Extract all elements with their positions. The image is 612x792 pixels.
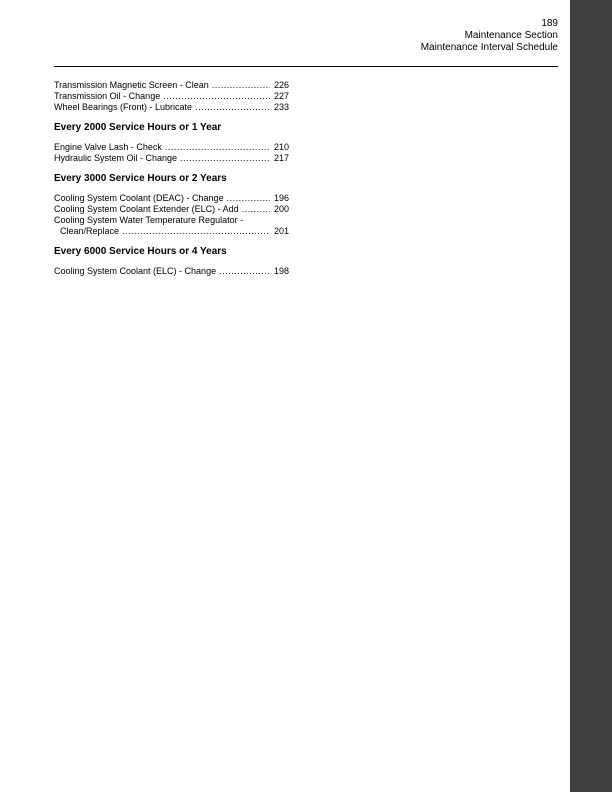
entry-page: 196 bbox=[273, 193, 289, 203]
schedule-group bbox=[54, 173, 289, 237]
entry-page: 200 bbox=[273, 204, 289, 214]
interval-heading: Every 2000 Service Hours or 1 Year bbox=[54, 122, 222, 133]
entry-label: Wheel Bearings (Front) - Lubricate bbox=[54, 102, 193, 112]
interval-heading: Every 6000 Service Hours or 4 Years bbox=[54, 246, 227, 257]
entry-page: 217 bbox=[273, 153, 289, 163]
schedule-entry-continuation bbox=[54, 226, 289, 237]
entry-label: Cooling System Coolant Extender (ELC) - Add bbox=[54, 204, 239, 214]
dot-leader bbox=[242, 204, 270, 215]
dot-leader bbox=[219, 266, 270, 277]
entry-label: Hydraulic System Oil - Change bbox=[54, 153, 178, 163]
interval-heading: Every 3000 Service Hours or 2 Years bbox=[54, 173, 227, 184]
entry-label: Transmission Oil - Change bbox=[54, 91, 161, 101]
dot-leader bbox=[165, 142, 270, 153]
entry-label: Engine Valve Lash - Check bbox=[54, 142, 162, 152]
dot-leader bbox=[163, 91, 270, 102]
interval-schedule-list bbox=[54, 80, 289, 277]
schedule-entry bbox=[54, 91, 289, 102]
schedule-entry bbox=[54, 80, 289, 91]
schedule-entry bbox=[54, 193, 289, 204]
entry-label: Transmission Magnetic Screen - Clean bbox=[54, 80, 209, 90]
subsection-title: Maintenance Interval Schedule bbox=[420, 42, 558, 53]
schedule-entry bbox=[54, 142, 289, 153]
entry-page: 226 bbox=[273, 80, 289, 90]
entry-label: Cooling System Coolant (DEAC) - Change bbox=[54, 193, 224, 203]
entry-page: 210 bbox=[273, 142, 289, 152]
entry-page: 233 bbox=[273, 102, 289, 112]
schedule-entry-multiline bbox=[54, 215, 289, 237]
section-title: Maintenance Section bbox=[464, 30, 558, 41]
schedule-group bbox=[54, 80, 289, 113]
page-number: 189 bbox=[541, 18, 558, 29]
schedule-entry bbox=[54, 204, 289, 215]
schedule-entry bbox=[54, 153, 289, 164]
dot-leader bbox=[180, 153, 270, 164]
entry-page: 198 bbox=[273, 266, 289, 276]
dot-leader bbox=[195, 102, 270, 113]
page-header bbox=[421, 18, 558, 54]
schedule-entry bbox=[54, 102, 289, 113]
schedule-group bbox=[54, 122, 289, 164]
entry-page: 201 bbox=[273, 226, 289, 236]
section-tab-bar bbox=[570, 0, 612, 792]
header-divider bbox=[54, 66, 558, 67]
dot-leader bbox=[122, 226, 270, 237]
entry-label-line2: Clean/Replace bbox=[60, 226, 120, 236]
dot-leader bbox=[227, 193, 270, 204]
schedule-group bbox=[54, 246, 289, 277]
schedule-entry bbox=[54, 266, 289, 277]
entry-label: Cooling System Coolant (ELC) - Change bbox=[54, 266, 217, 276]
dot-leader bbox=[212, 80, 270, 91]
entry-label-line1: Cooling System Water Temperature Regulator - bbox=[54, 215, 244, 225]
entry-page: 227 bbox=[273, 91, 289, 101]
